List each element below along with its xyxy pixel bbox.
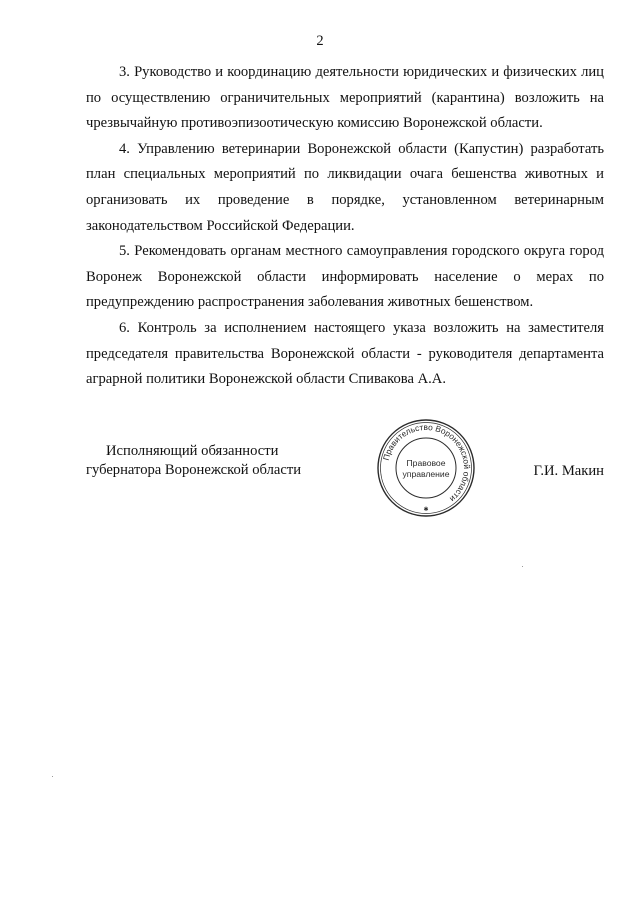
paragraph-6: 6. Контроль за исполнением настоящего указа возложить на заместителя председателя правительства Воронежской области - руководителя департамента аграрной политики Воронежской области Спивакова А.А. [86,319,604,388]
seal-outer-ring [378,420,474,516]
seal-inner-ring [396,438,456,498]
paragraph-4: 4. Управлению ветеринарии Воронежской области (Капустин) разработать план специальных мероприятий по ликвидации очага бешенства животных и организовать их проведение в порядке, установленном ветеринарным законодательством Российской Федерации. [86,140,604,234]
signatory-title-line2: губернатора Воронежской области [86,462,302,478]
seal-center-line1: Правовое [406,458,446,468]
seal-center-line2: управление [402,469,450,479]
document-body [86,60,604,393]
scan-speck [52,776,53,777]
paragraph-5: 5. Рекомендовать органам местного самоуправления городского округа город Воронеж Воронежской области информировать население о мерах по предупреждению распространения заболевания животных бешенством. [86,243,604,311]
scan-speck [522,566,523,567]
seal-star-icon: ✱ [423,506,429,513]
seal-graphic [375,417,477,519]
paragraph-3: 3. Руководство и координацию деятельности юридических и физических лиц по осуществлению ограничительных мероприятий (карантина) возложить на чрезвычайную противоэпизоотическую комиссию Воронежской области. [86,64,604,132]
signatory-name: Г.И. Макин [533,463,604,479]
signatory-title [86,442,346,480]
page-number: 2 [316,33,324,49]
seal-ring-text: Правительство Воронежской области [380,421,473,505]
official-seal [375,417,477,519]
signatory-title-line1: Исполняющий обязанности [106,443,279,459]
